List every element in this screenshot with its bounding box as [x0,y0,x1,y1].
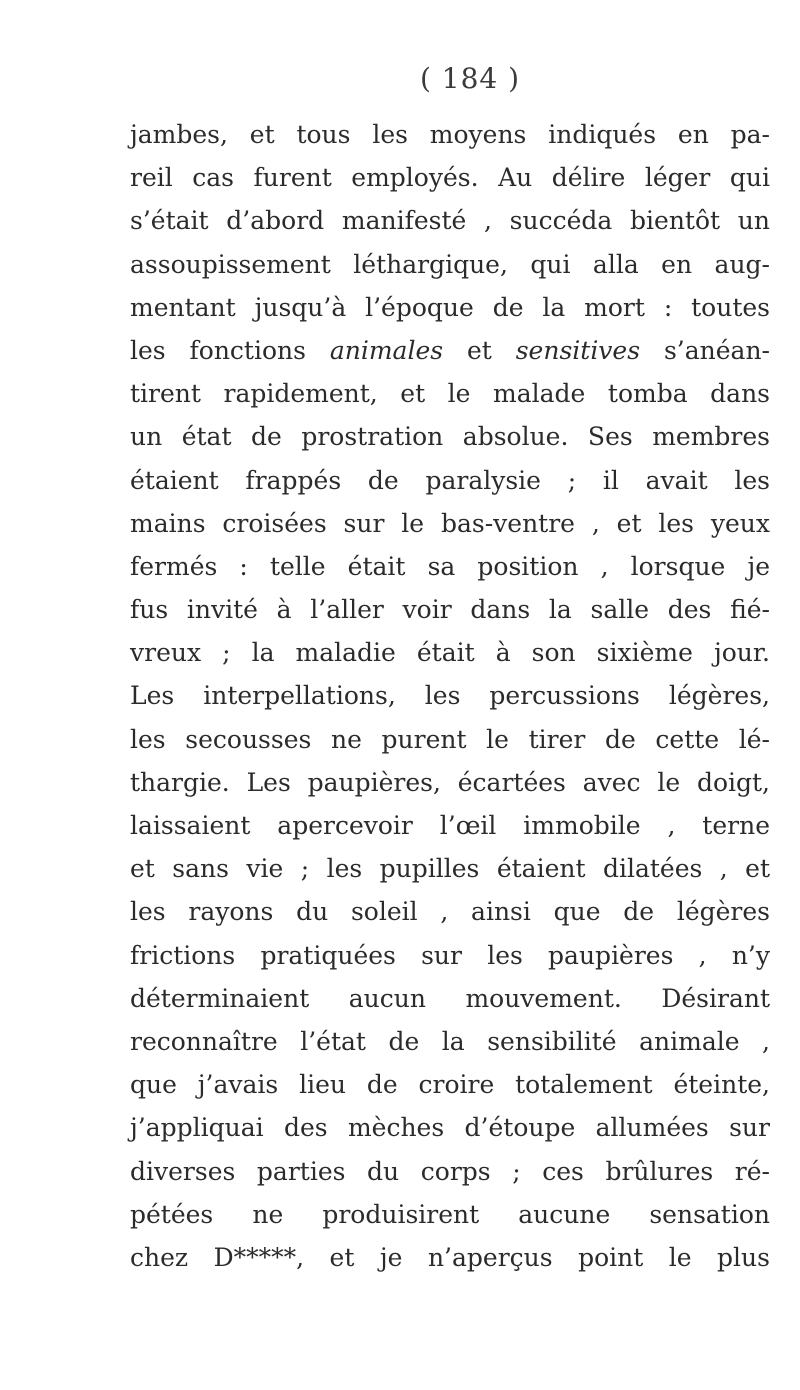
text-segment: mentant jusqu’à l’époque de la mort : toutes [130,292,770,322]
text-segment: mains croisées sur le bas-ventre , et les yeux [130,508,770,538]
text-segment: étaient frappés de paralysie ; il avait les [130,465,770,495]
text-segment: déterminaient aucun mouvement. Désirant [130,983,770,1013]
text-segment: reil cas furent employés. Au délire léger qui [130,163,770,193]
text-line [130,588,770,631]
text-line [130,1106,770,1149]
text-line [130,545,770,588]
text-line [130,934,770,977]
text-segment: s’était d’abord manifesté , succéda bientôt un [130,206,770,236]
text-line [130,977,770,1020]
text-segment: pétées ne produisirent aucune sensation [130,1199,770,1229]
text-segment: fermés : telle était sa position , lorsque je [130,551,770,581]
body-text [130,113,770,1279]
text-segment: les secousses ne purent le tirer de cette lé- [130,724,770,754]
text-segment: et [443,335,516,365]
text-segment: diverses parties du corps ; ces brûlures ré- [130,1156,770,1186]
text-line [130,631,770,674]
text-line [130,1193,770,1236]
text-line [130,674,770,717]
text-segment: Les interpellations, les percussions légères, [130,681,770,711]
text-segment: laissaient apercevoir l’œil immobile , terne [130,811,770,840]
text-line [130,1063,770,1106]
text-segment: chez D*****, et je n’aperçus point le plus [130,1242,770,1272]
text-segment: frictions pratiquées sur les paupières , n’y [130,940,770,970]
text-line [130,415,770,458]
text-line [130,502,770,545]
text-line [130,890,770,933]
text-segment: les fonctions [130,335,330,365]
text-line [130,804,770,847]
text-segment: s’anéan- [640,335,770,365]
text-segment: jambes, et tous les moyens indiqués en pa- [130,120,770,149]
text-line [130,199,770,242]
text-segment: les rayons du soleil , ainsi que de légères [130,897,770,927]
text-line [130,1020,770,1063]
text-segment: fus invité à l’aller voir dans la salle des fié- [130,595,770,625]
text-segment: et sans vie ; les pupilles étaient dilatées , et [130,854,770,884]
text-line [130,286,770,329]
text-line [130,1236,770,1279]
text-segment: j’appliquai des mèches d’étoupe allumées sur [130,1113,770,1143]
text-line [130,847,770,890]
text-line [130,156,770,199]
text-line [130,329,770,372]
text-line [130,1150,770,1193]
text-line [130,718,770,761]
text-segment: reconnaître l’état de la sensibilité animale , [130,1026,770,1056]
italic-term: animales [329,335,444,365]
text-segment: thargie. Les paupières, écartées avec le doigt, [130,767,770,797]
page-number: ( 184 ) [419,62,521,95]
text-line [130,113,770,156]
text-segment: que j’avais lieu de croire totalement éteinte, [130,1070,770,1100]
text-line [130,459,770,502]
text-segment: un état de prostration absolue. Ses membres [130,422,770,452]
text-line [130,372,770,415]
text-segment: assoupissement léthargique, qui alla en aug- [130,249,770,279]
text-line [130,243,770,286]
text-line [130,761,770,804]
italic-term: sensitives [515,335,641,365]
text-segment: tirent rapidement, et le malade tomba dans [130,379,770,409]
text-segment: vreux ; la maladie était à son sixième jour. [130,638,770,668]
